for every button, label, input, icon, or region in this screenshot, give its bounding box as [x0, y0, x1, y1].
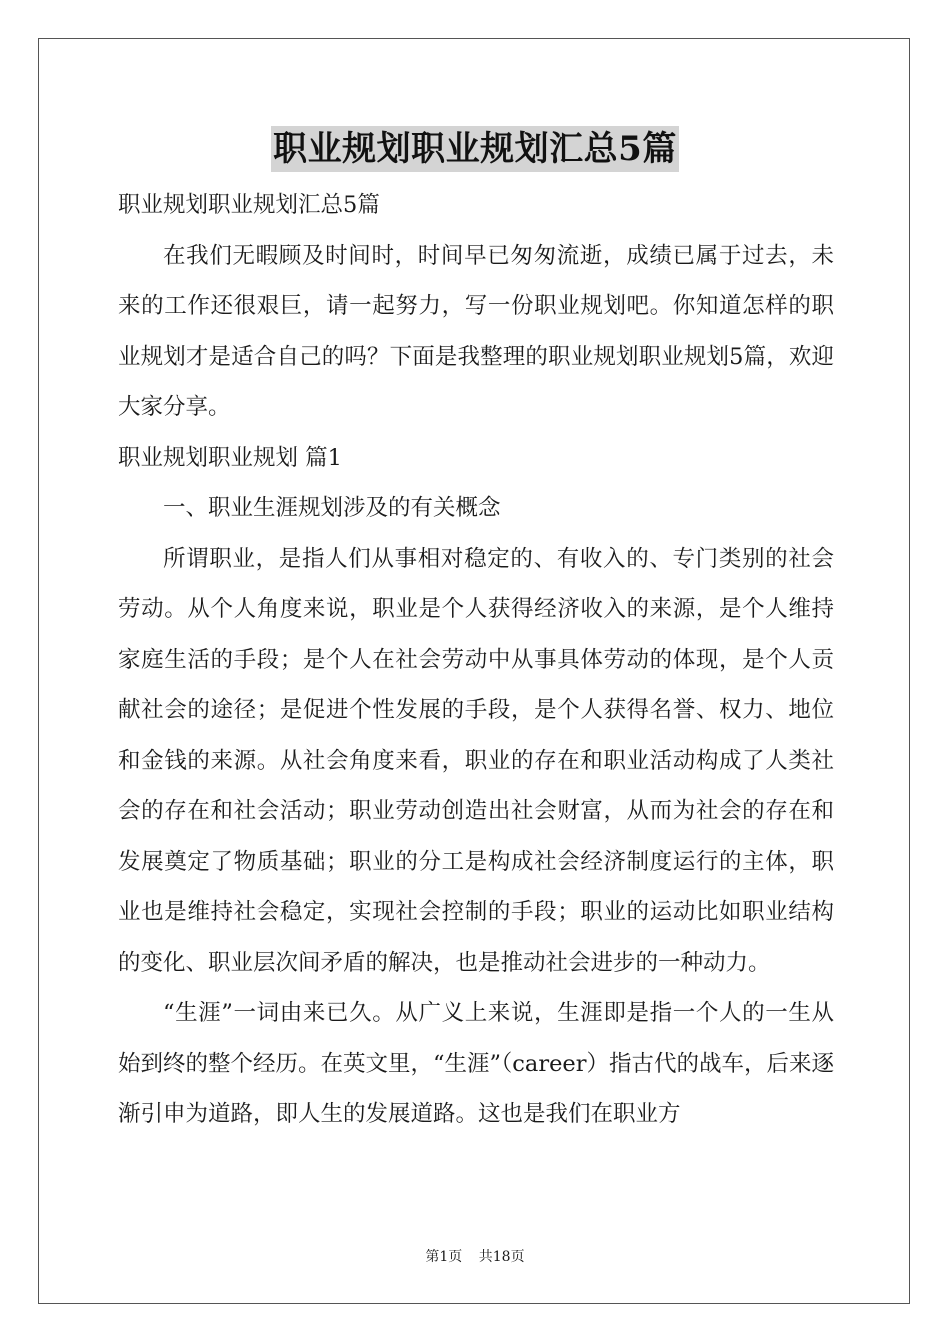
- paragraph: 在我们无暇顾及时间时，时间早已匆匆流逝，成绩已属于过去，未来的工作还很艰巨，请一起努力，写一份职业规划吧。你知道怎样的职业规划才是适合自己的吗？下面是我整理的职业规划职业规划5篇，欢迎大家分享。: [118, 242, 834, 420]
- document-title-text: 职业规划职业规划汇总5篇: [271, 126, 679, 172]
- document-title: [0, 126, 950, 172]
- document-body: [118, 180, 834, 1140]
- paragraph: 所谓职业，是指人们从事相对稳定的、有收入的、专门类别的社会劳动。从个人角度来说，职业是个人获得经济收入的来源，是个人维持家庭生活的手段；是个人在社会劳动中从事具体劳动的体现，是个人贡献社会的途径；是促进个性发展的手段，是个人获得名誉、权力、地位和金钱的来源。从社会角度来看，职业的存在和职业活动构成了人类社会的存在和社会活动；职业劳动创造出社会财富，从而为社会的存在和发展奠定了物质基础；职业的分工是构成社会经济制度运行的主体，职业也是维持社会稳定，实现社会控制的手段；职业的运动比如职业结构的变化、职业层次间矛盾的解决，也是推动社会进步的一种动力。: [118, 545, 834, 976]
- page-total: 共18页: [478, 1249, 525, 1265]
- paragraph: 职业规划职业规划汇总5篇: [118, 192, 380, 218]
- page-footer: [0, 1247, 950, 1267]
- subsection-heading: 一、职业生涯规划涉及的有关概念: [163, 495, 501, 521]
- paragraph: “生涯”一词由来已久。从广义上来说，生涯即是指一个人的一生从始到终的整个经历。在英文里，“生涯”（career）指古代的战车，后来逐渐引申为道路，即人生的发展道路。这也是我们在职业方: [118, 1000, 834, 1127]
- section-heading: 职业规划职业规划 篇1: [118, 444, 342, 471]
- page-number: 第1页: [425, 1249, 463, 1265]
